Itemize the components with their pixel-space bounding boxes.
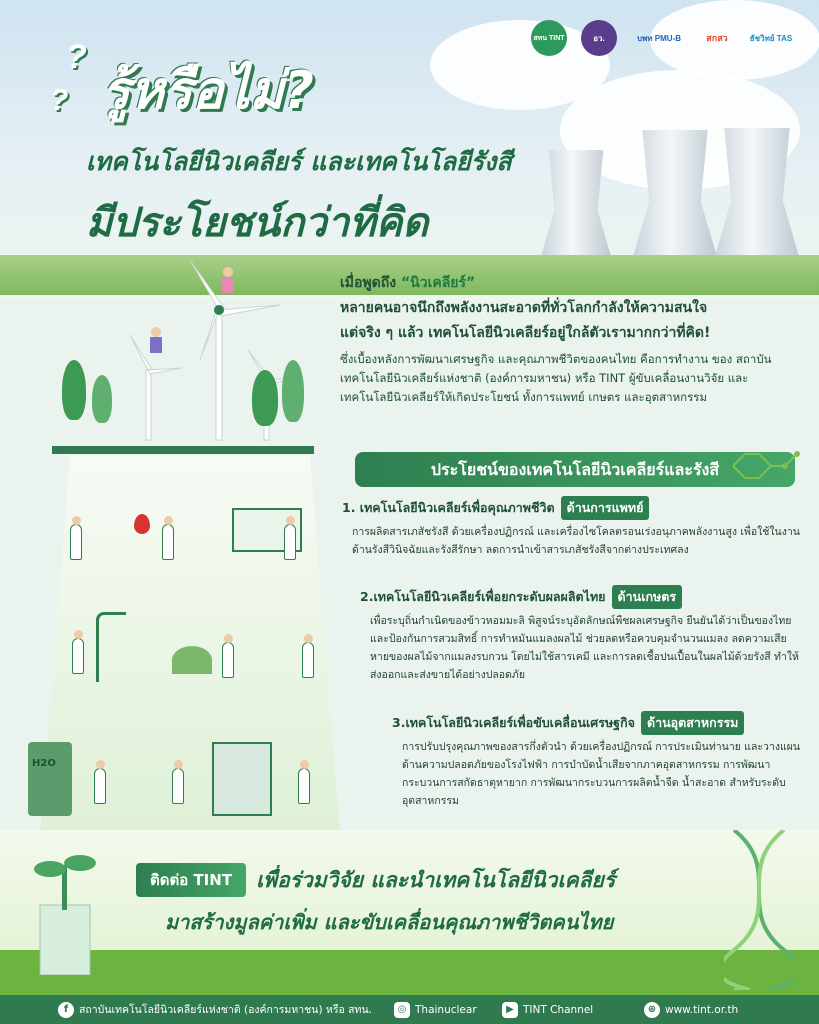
footer-website[interactable] <box>644 1002 738 1018</box>
h2o-label: H2O <box>32 758 56 769</box>
benefit-description: การปรับปรุงคุณภาพของสารกึ่งตัวนำ ด้วยเครื่องปฏิกรณ์ การประเมินท่านาย และวางแผนด้านความปลอดภัยของโรงไฟฟ้า การบำบัดน้ำเสียจากภาคอุตสาหกรรม การพัฒนากระบวนการสกัดธาตุหายาก การพัฒนากระบวนการผลิตน้ำจืด น้ำสะอาด สำหรับระดับอุตสาหกรรม <box>402 741 801 807</box>
youtube-icon: ▶ <box>502 1002 518 1018</box>
intro-body: ซึ่งเบื้องหลังการพัฒนาเศรษฐกิจ และคุณภาพชีวิตของคนไทย คือการทำงาน ของ สถาบันเทคโนโลยีนิวเคลียร์แห่งชาติ (องค์การมหาชน) หรือ TINT ผู้ขับเคลื่อนงานวิจัย และเทคโนโลยีนิวเคลียร์ให้เกิดประโยชน์ ทั้งการแพทย์ เกษตร และอุตสาหกรรม <box>340 352 772 404</box>
intro-line-3: แต่จริง ๆ แล้ว เทคโนโลยีนิวเคลียร์อยู่ใกล้ตัวเรามากกว่าที่คิด! <box>340 325 711 341</box>
tree-icon <box>282 360 304 422</box>
category-tag: ด้านอุตสาหกรรม <box>641 711 744 735</box>
filtration-unit <box>212 742 272 816</box>
tree-icon <box>62 360 86 420</box>
mhesi-logo: อว. <box>581 20 617 56</box>
scientist-figure <box>162 524 174 560</box>
intro-line-1 <box>340 272 800 294</box>
industry-lab-illustration <box>20 720 360 820</box>
page-subtitle: เทคโนโลยีนิวเคลียร์ และเทคโนโลยีรังสี <box>86 147 512 176</box>
molecule-icon <box>729 444 805 488</box>
globe-icon: ⊕ <box>644 1002 660 1018</box>
water-tap-icon <box>28 742 72 816</box>
category-tag: ด้านเกษตร <box>612 585 683 609</box>
scientist-figure <box>222 642 234 678</box>
agriculture-lab-illustration <box>60 600 330 696</box>
youtube-label: TINT Channel <box>523 1003 594 1016</box>
footer-facebook[interactable] <box>58 1001 394 1018</box>
benefit-title: 2.เทคโนโลยีนิวเคลียร์เพื่อยกระดับผลผลิตไทย <box>360 589 606 604</box>
benefits-heading: ประโยชน์ของเทคโนโลยีนิวเคลียร์และรังสี <box>355 452 795 487</box>
footer-instagram[interactable] <box>394 1002 502 1018</box>
category-tag: ด้านการแพทย์ <box>561 496 650 520</box>
benefit-description: เพื่อระบุถิ่นกำเนิดของข้าวหอมมะลิ พิสูจน์ระบุอัตลักษณ์พืชผลเศรษฐกิจ ยืนยันได้ว่าเป็นของไทยและป้องกันการสวมสิทธิ์ การทำหมันแมลงผลไม้ ช่วยลดหรือควบคุมจำนวนแมลง ลดความเสียหายของผลไม้จากแมลงรบกวน โดยไม่ใช้สารเคมี และการลดเชื้อปนเปื้อนในผลไม้ด้วยรังสี ทำให้ส่งออกและส่งขายได้อย่างปลอดภัย <box>370 615 799 681</box>
intro-text <box>340 272 800 407</box>
benefit-agriculture <box>360 585 800 684</box>
seedling-illustration <box>20 845 110 975</box>
benefit-industry <box>392 711 802 810</box>
platform <box>52 446 314 454</box>
footer <box>0 995 819 1024</box>
tree-icon <box>252 370 278 426</box>
tsri-logo: สกสว <box>706 33 728 43</box>
page-headline: มีประโยชน์กว่าที่คิด <box>86 200 429 246</box>
benefit-description: การผลิตสารเภสัชรังสี ด้วยเครื่องปฏิกรณ์ และเครื่องไซโคลตรอนเร่งอนุภาคพลังงานสูง เพื่อใช้ในงานด้านรังสีวินิจฉัยและรังสีรักษา ลดการนำเข้าสารเภสัชรังสีจากต่างประเทศลง <box>352 526 800 556</box>
dna-helix-icon <box>724 830 794 990</box>
scientist-figure <box>298 768 310 804</box>
microscope-icon <box>96 612 126 682</box>
benefit-title-row <box>342 496 804 520</box>
question-mark-icon: ? <box>66 38 87 76</box>
hill-background <box>0 950 819 998</box>
pmub-logo: บพท PMU-B <box>636 33 682 43</box>
page-title: รู้หรือไม่? <box>102 61 314 121</box>
instagram-icon: ◎ <box>394 1002 410 1018</box>
partner-logos <box>531 20 795 56</box>
scientist-figure <box>94 768 106 804</box>
question-mark-icon: ? <box>50 84 69 117</box>
intro-prefix: เมื่อพูดถึง <box>340 275 397 291</box>
scientist-figure <box>72 638 84 674</box>
contact-tint-button[interactable]: ติดต่อ TINT <box>136 863 246 897</box>
blood-drop-icon <box>134 514 150 534</box>
benefit-medical <box>342 496 804 560</box>
scientist-figure <box>284 524 296 560</box>
contact-row <box>136 863 615 897</box>
tint-logo: สทน TINT <box>531 20 567 56</box>
footer-youtube[interactable] <box>502 1002 644 1018</box>
website-label: www.tint.or.th <box>665 1003 739 1016</box>
intro-line-2: หลายคนอาจนึกถึงพลังงานสะอาดที่ทั่วโลกกำลังให้ความสนใจ <box>340 300 708 316</box>
medical-lab-illustration <box>60 500 330 570</box>
benefit-title: 3.เทคโนโลยีนิวเคลียร์เพื่อขับเคลื่อนเศรษฐกิจ <box>392 715 635 730</box>
contact-subline: มาสร้างมูลค่าเพิ่ม และขับเคลื่อนคุณภาพชีวิตคนไทย <box>165 910 614 934</box>
tas-logo: ธัชวิทย์ TAS <box>749 33 793 43</box>
facebook-label: สถาบันเทคโนโลยีนิวเคลียร์แห่งชาติ (องค์การมหาชน) หรือ สทน. <box>79 1004 372 1016</box>
instagram-label: Thainuclear <box>415 1003 477 1016</box>
intro-highlight: “นิวเคลียร์” <box>400 275 476 291</box>
plant-icon <box>172 646 212 674</box>
scientist-figure <box>172 768 184 804</box>
benefit-title-row <box>360 585 800 609</box>
contact-headline: เพื่อร่วมวิจัย และนำเทคโนโลยีนิวเคลียร์ <box>256 867 616 892</box>
benefit-title-row <box>392 711 802 735</box>
tree-icon <box>92 375 112 423</box>
benefit-title: 1. เทคโนโลยีนิวเคลียร์เพื่อคุณภาพชีวิต <box>342 500 555 515</box>
facebook-icon: f <box>58 1002 74 1018</box>
scientist-figure <box>302 642 314 678</box>
scientist-figure <box>70 524 82 560</box>
